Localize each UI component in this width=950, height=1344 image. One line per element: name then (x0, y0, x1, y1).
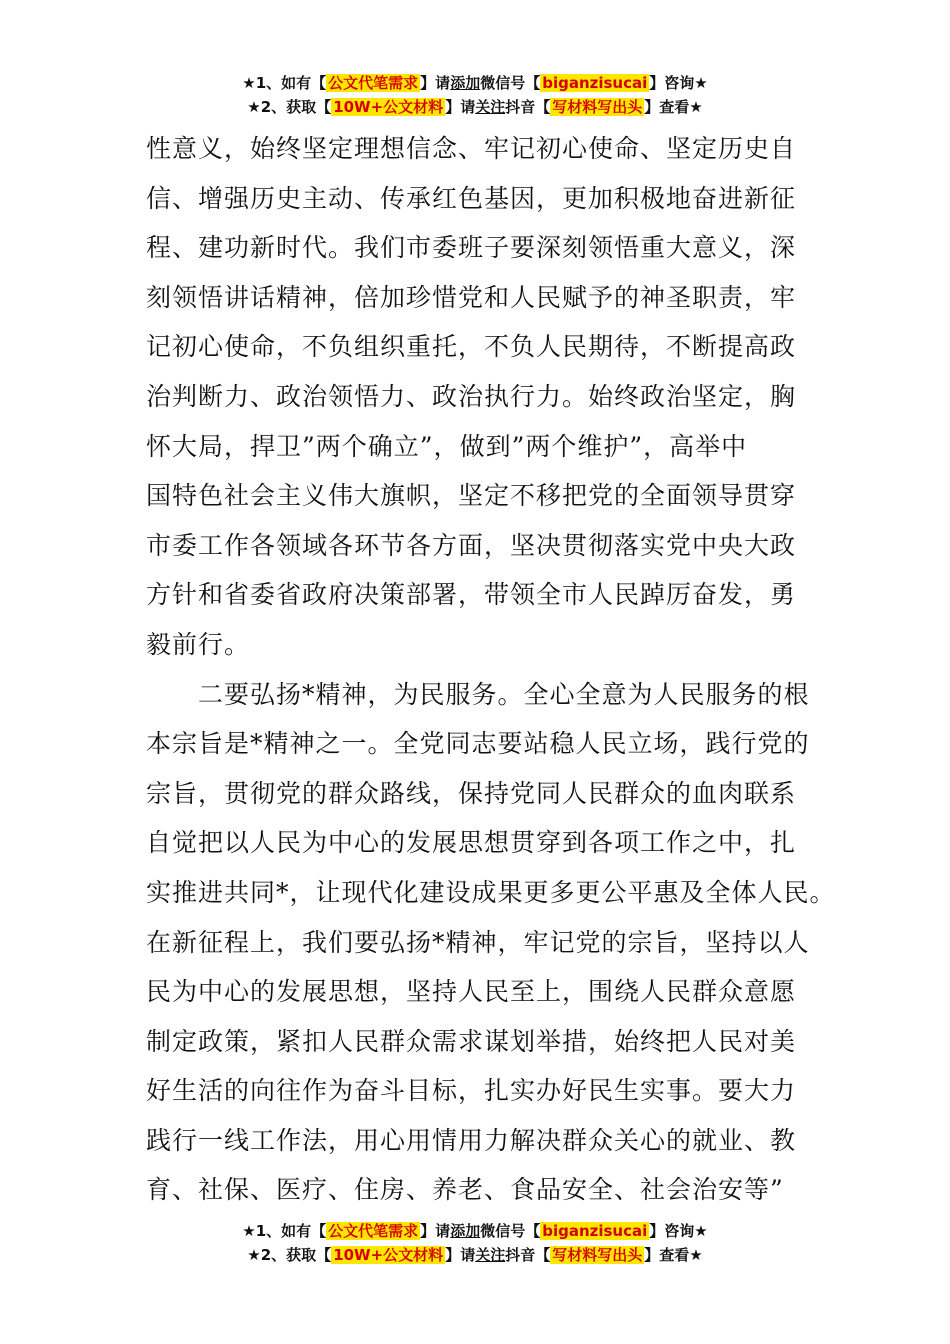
banner-highlight: 写材料写出头 (552, 98, 643, 116)
banner-highlight: biganzisucai (542, 74, 648, 92)
banner-highlight: 10W+公文材料 (333, 98, 444, 116)
banner-text: 微信号【 (480, 1222, 541, 1240)
banner-highlight: 写材料写出头 (552, 1246, 643, 1264)
banner-text: ★2、获取【 (247, 98, 332, 116)
body-line: 在新征程上，我们要弘扬*精神，牢记党的宗旨，坚持以人 (146, 927, 810, 957)
banner-underlined: 关注 (475, 98, 506, 116)
body-line: 践行一线工作法，用心用情用力解决群众关心的就业、教 (146, 1125, 797, 1155)
body-line: 信、增强历史主动、传承红色基因，更加积极地奋进新征 (146, 183, 797, 213)
banner-text: 抖音【 (505, 98, 551, 116)
banner-underlined: 添加 (450, 74, 481, 92)
body-line: 育、社保、医疗、住房、养老、食品安全、社会治安等” (146, 1175, 784, 1205)
body-line: 好生活的向往作为奋斗目标，扎实办好民生实事。要大力 (146, 1076, 797, 1106)
banner-line-1 (0, 72, 950, 96)
body-line: 国特色社会主义伟大旗帜，坚定不移把党的全面领导贯穿 (146, 481, 797, 511)
body-line: 宗旨，贯彻党的群众路线，保持党同人民群众的血肉联系 (146, 778, 797, 808)
banner-text: 】查看★ (644, 1246, 703, 1264)
banner-text: 】请 (420, 1222, 451, 1240)
banner-text: ★1、如有【 (242, 74, 327, 92)
body-line: 程、建功新时代。我们市委班子要深刻领悟重大意义，深 (146, 233, 797, 263)
banner-highlight: 公文代笔需求 (328, 74, 419, 92)
body-line: 民为中心的发展思想，坚持人民至上，围绕人民群众意愿 (146, 977, 797, 1007)
body-line: 制定政策，紧扣人民群众需求谋划举措，始终把人民对美 (146, 1026, 797, 1056)
banner-highlight: 10W+公文材料 (333, 1246, 444, 1264)
body-line: 市委工作各领域各环节各方面，坚决贯彻落实党中央大政 (146, 530, 797, 560)
body-line: 刻领悟讲话精神，倍加珍惜党和人民赋予的神圣职责，牢 (146, 282, 797, 312)
body-line: 本宗旨是*精神之一。全党同志要站稳人民立场，践行党的 (146, 729, 810, 759)
body-line: 方针和省委省政府决策部署，带领全市人民踔厉奋发，勇 (146, 580, 797, 610)
body-line: 毅前行。 (146, 629, 251, 659)
body-line: 性意义，始终坚定理想信念、牢记初心使命、坚定历史自 (146, 134, 797, 163)
banner-line-1 (0, 1220, 950, 1244)
banner-line-2 (0, 96, 950, 120)
header-banner (0, 72, 950, 120)
banner-underlined: 添加 (450, 1222, 481, 1240)
banner-text: 】请 (445, 98, 476, 116)
banner-text: ★2、获取【 (247, 1246, 332, 1264)
banner-text: ★1、如有【 (242, 1222, 327, 1240)
document-body (146, 124, 836, 1215)
body-line: 二要弘扬*精神，为民服务。全心全意为人民服务的根 (146, 679, 810, 709)
banner-text: 】咨询★ (649, 74, 708, 92)
banner-text: 】查看★ (644, 98, 703, 116)
banner-highlight: biganzisucai (542, 1222, 648, 1240)
banner-text: 微信号【 (480, 74, 541, 92)
footer-banner (0, 1220, 950, 1268)
banner-text: 抖音【 (505, 1246, 551, 1264)
banner-highlight: 公文代笔需求 (328, 1222, 419, 1240)
body-line: 怀大局，捍卫”两个确立”，做到”两个维护”，高举中 (146, 431, 748, 461)
banner-text: 】请 (445, 1246, 476, 1264)
banner-line-2 (0, 1244, 950, 1268)
body-line: 治判断力、政治领悟力、政治执行力。始终政治坚定，胸 (146, 381, 797, 411)
banner-text: 】咨询★ (649, 1222, 708, 1240)
banner-text: 】请 (420, 74, 451, 92)
body-line: 自觉把以人民为中心的发展思想贯穿到各项工作之中，扎 (146, 828, 797, 858)
body-line: 记初心使命，不负组织重托，不负人民期待，不断提高政 (146, 332, 797, 362)
body-line: 实推进共同*，让现代化建设成果更多更公平惠及全体人民。 (146, 877, 836, 907)
banner-underlined: 关注 (475, 1246, 506, 1264)
